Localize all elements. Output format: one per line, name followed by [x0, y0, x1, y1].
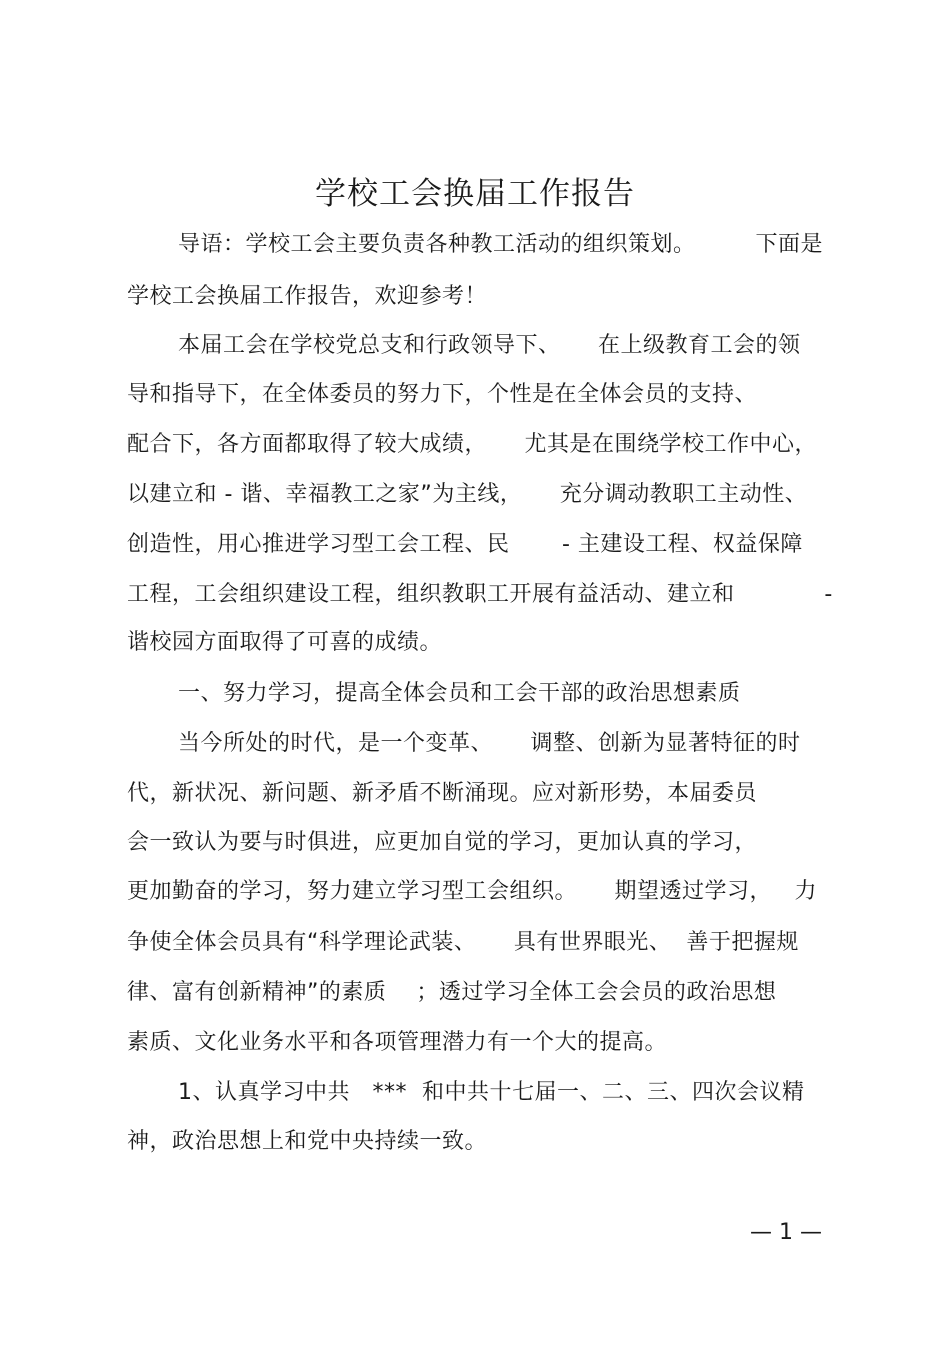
text-line: 争使全体会员具有“科学理论武装、 具有世界眼光、 善于把握规: [127, 930, 799, 955]
text-line: 导语：学校工会主要负责各种教工活动的组织策划。 下面是: [178, 232, 823, 257]
text-line: 以建立和 - 谐、幸福教工之家”为主线， 充分调动教职工主动性、: [127, 482, 808, 507]
page-number: — 1 —: [750, 1220, 822, 1245]
text-line: 当今所处的时代，是一个变革、 调整、创新为显著特征的时: [178, 731, 801, 756]
text-line: 律、富有创新精神”的素质 ；透过学习全体工会会员的政治思想: [127, 980, 777, 1005]
document-title: 学校工会换届工作报告: [315, 176, 635, 212]
text-line: 素质、文化业务水平和各项管理潜力有一个大的提高。: [127, 1030, 668, 1055]
text-line: 导和指导下，在全体委员的努力下，个性是在全体会员的支持、: [127, 382, 758, 407]
text-line: 学校工会换届工作报告，欢迎参考！: [127, 284, 488, 309]
text-line: 神，政治思想上和党中央持续一致。: [127, 1129, 488, 1154]
text-line: 配合下，各方面都取得了较大成绩， 尤其是在围绕学校工作中心，: [127, 432, 817, 457]
list-item-heading: 1、认真学习中共 *** 和中共十七届一、二、三、四次会议精: [178, 1080, 805, 1105]
section-heading: 一、努力学习，提高全体会员和工会干部的政治思想素质: [178, 681, 741, 706]
text-line: 谐校园方面取得了可喜的成绩。: [127, 630, 443, 655]
text-line: 工程，工会组织建设工程，组织教职工开展有益活动、建立和 -: [127, 582, 833, 607]
text-line: 会一致认为要与时俱进，应更加自觉的学习，更加认真的学习，: [127, 830, 758, 855]
text-line: 代，新状况、新问题、新矛盾不断涌现。应对新形势，本届委员: [127, 781, 758, 806]
text-line: 本届工会在学校党总支和行政领导下、 在上级教育工会的领: [178, 333, 801, 358]
text-line: 更加勤奋的学习，努力建立学习型工会组织。 期望透过学习， 力: [127, 879, 817, 904]
text-line: 创造性，用心推进学习型工会工程、民 - 主建设工程、权益保障: [127, 532, 803, 557]
